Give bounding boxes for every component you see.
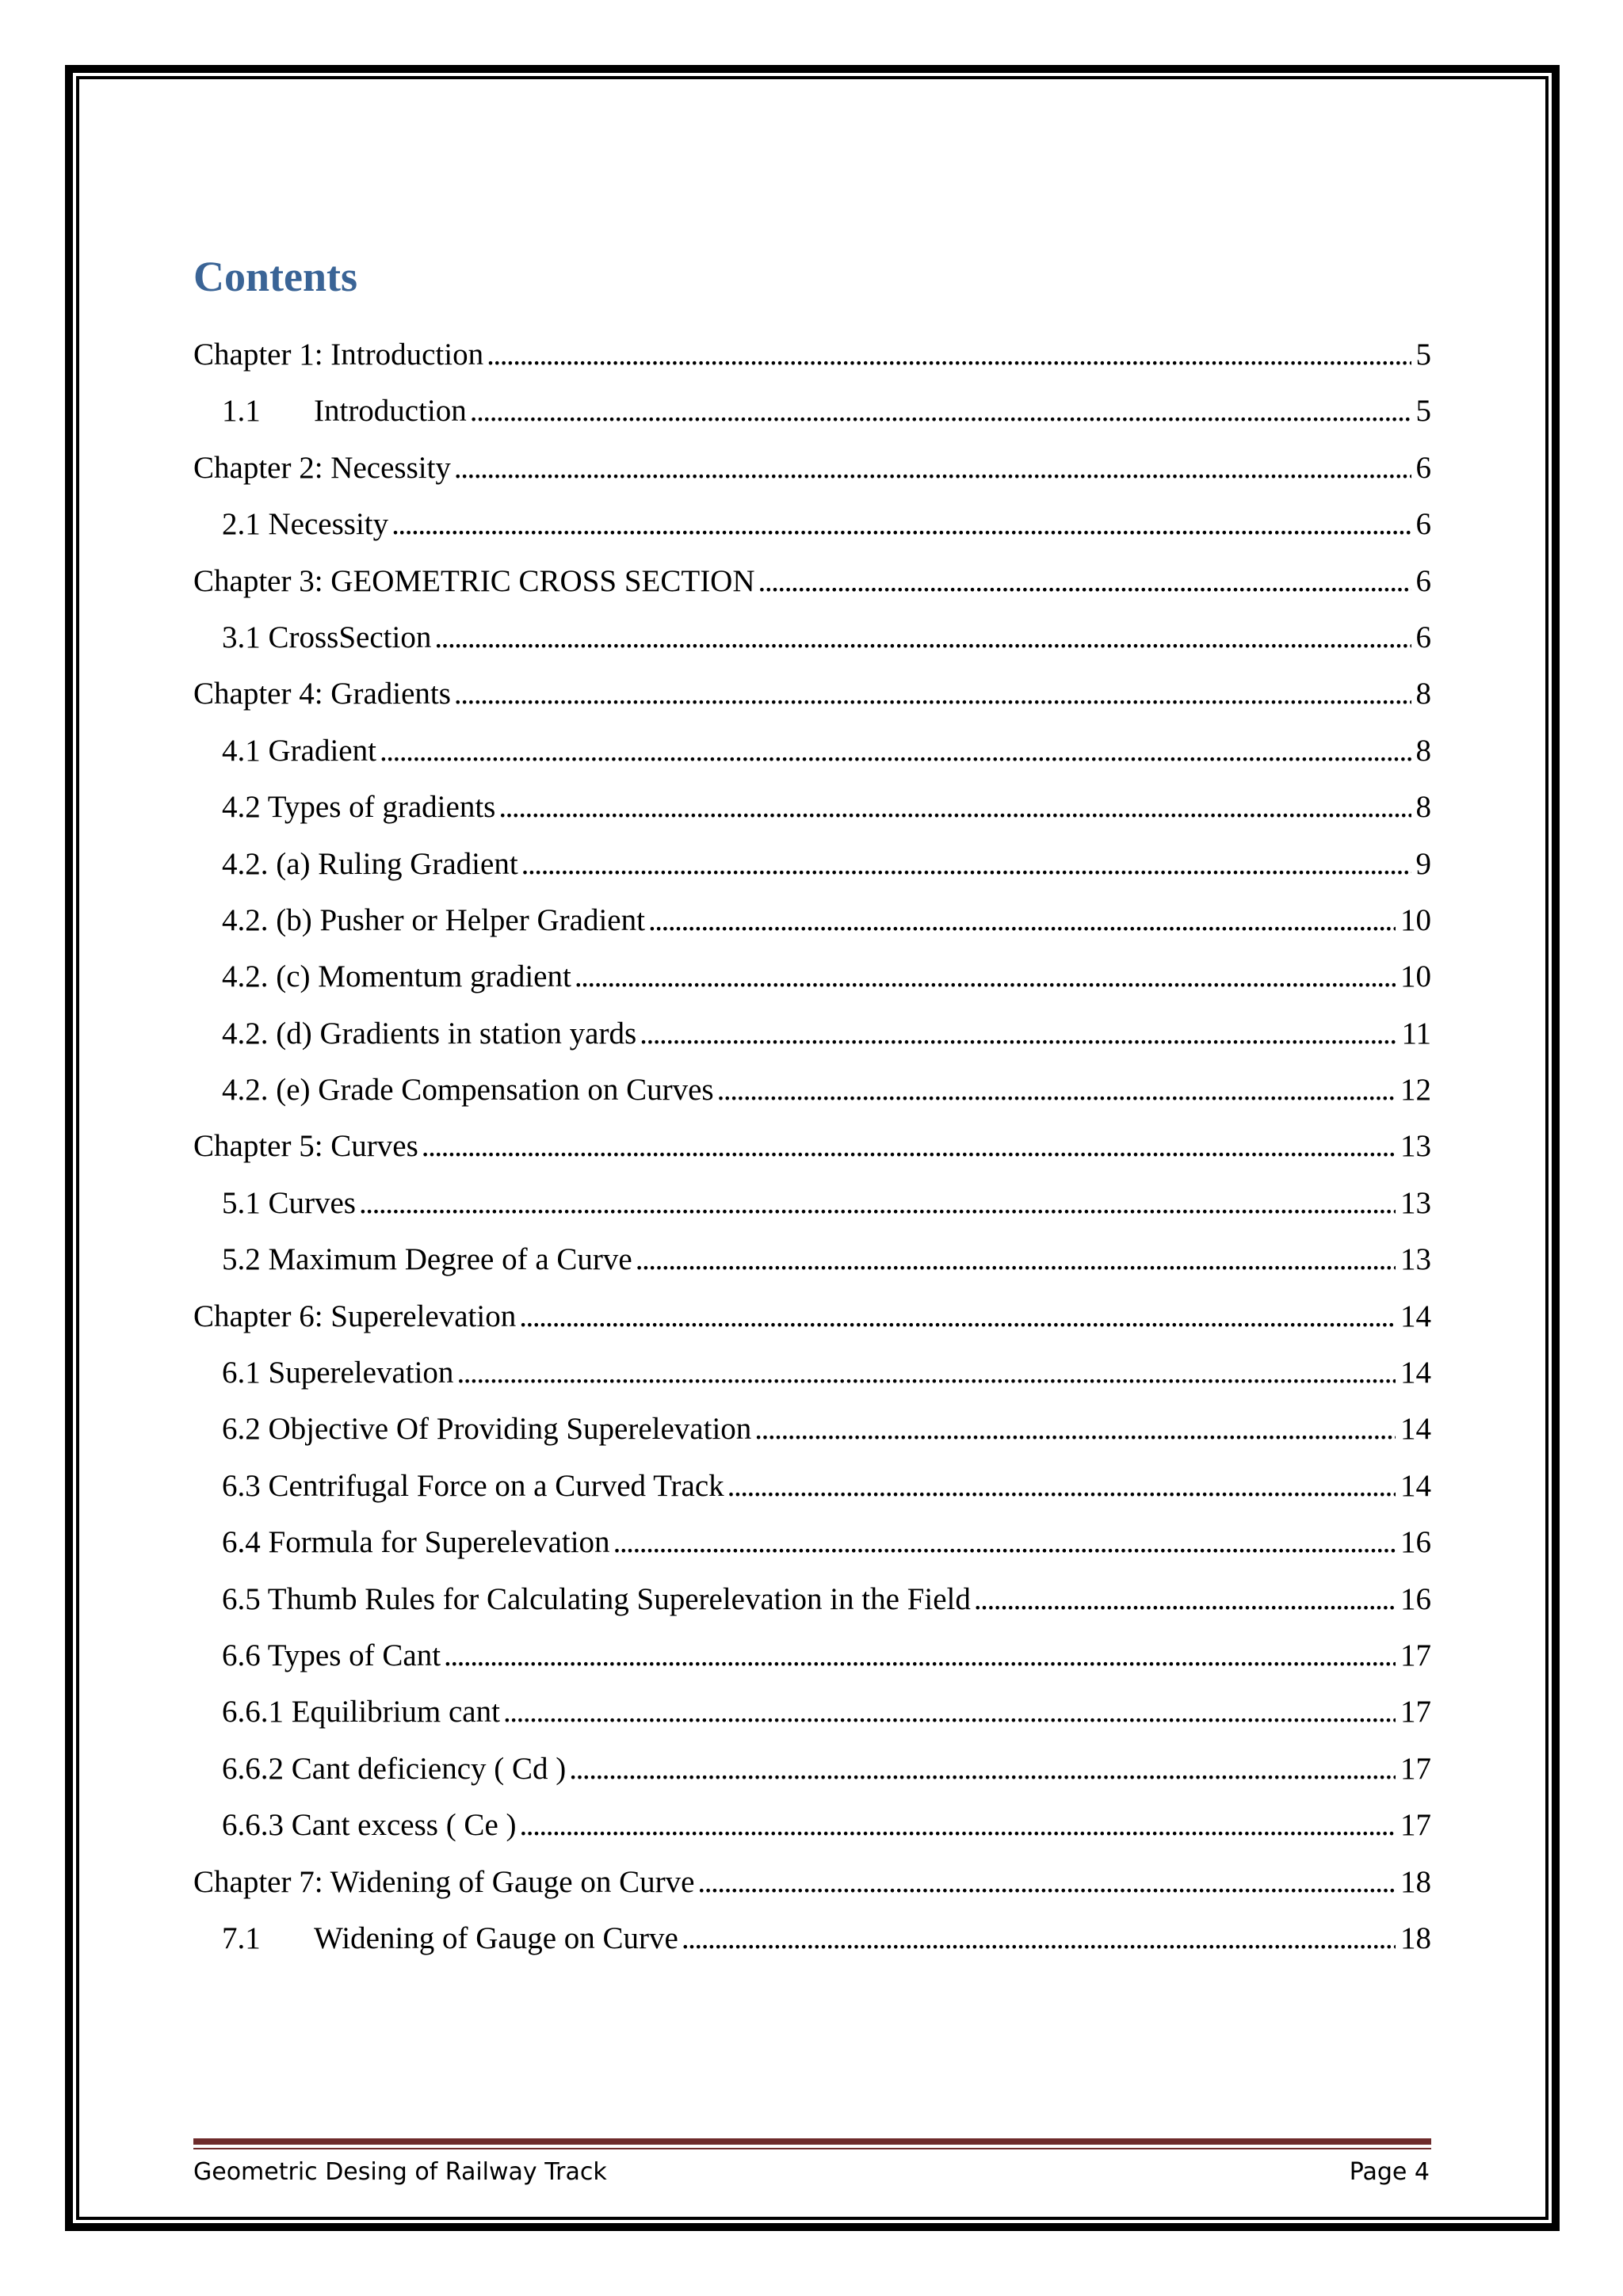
toc-entry[interactable] — [193, 1751, 1431, 1807]
toc-dot-leader — [727, 1468, 1396, 1505]
toc-dot-leader — [454, 676, 1411, 712]
toc-dot-leader — [974, 1581, 1396, 1618]
toc-entry-title: 5.2 Maximum Degree of a Curve — [222, 1241, 636, 1278]
table-of-contents — [193, 337, 1431, 1977]
toc-entry-page: 11 — [1396, 1016, 1431, 1052]
toc-entry[interactable] — [193, 1694, 1431, 1750]
toc-entry[interactable] — [193, 1864, 1431, 1920]
toc-entry-title: Chapter 4: Gradients — [193, 676, 454, 712]
toc-entry-title: Chapter 5: Curves — [193, 1128, 422, 1165]
toc-dot-leader — [575, 959, 1396, 995]
toc-entry[interactable] — [193, 563, 1431, 620]
toc-entry[interactable] — [193, 733, 1431, 789]
toc-entry[interactable] — [193, 1807, 1431, 1863]
toc-entry-page: 6 — [1411, 506, 1432, 543]
toc-entry-title: 6.5 Thumb Rules for Calculating Superelevation in the Field — [222, 1581, 974, 1618]
toc-entry[interactable] — [193, 1128, 1431, 1184]
toc-entry-title: 2.1 Necessity — [222, 506, 391, 543]
toc-entry-page: 10 — [1396, 902, 1431, 939]
toc-entry[interactable] — [193, 1016, 1431, 1072]
toc-entry[interactable] — [193, 1411, 1431, 1467]
footer-rule-thick — [193, 2138, 1431, 2145]
toc-dot-leader — [758, 563, 1411, 600]
toc-dot-leader — [359, 1185, 1396, 1222]
toc-dot-leader — [434, 620, 1411, 656]
toc-dot-leader — [520, 1807, 1396, 1844]
toc-entry[interactable] — [193, 1524, 1431, 1581]
toc-dot-leader — [521, 846, 1411, 883]
toc-entry[interactable] — [193, 846, 1431, 902]
toc-entry[interactable] — [193, 450, 1431, 506]
toc-entry[interactable] — [193, 1468, 1431, 1524]
toc-entry[interactable] — [193, 620, 1431, 676]
toc-entry-page: 6 — [1411, 450, 1432, 486]
toc-entry-title: Chapter 7: Widening of Gauge on Curve — [193, 1864, 697, 1901]
toc-entry-page: 8 — [1411, 733, 1432, 769]
toc-entry-title: 4.2. (d) Gradients in station yards — [222, 1016, 640, 1052]
toc-entry-page: 13 — [1396, 1128, 1431, 1165]
toc-dot-leader — [380, 733, 1411, 769]
toc-entry-page: 16 — [1396, 1524, 1431, 1561]
toc-entry-title: 4.1 Gradient — [222, 733, 380, 769]
toc-entry[interactable] — [193, 337, 1431, 393]
toc-entry[interactable] — [193, 902, 1431, 959]
toc-dot-leader — [613, 1524, 1396, 1561]
toc-dot-leader — [454, 450, 1411, 486]
toc-entry-page: 14 — [1396, 1468, 1431, 1505]
toc-dot-leader — [444, 1638, 1396, 1674]
toc-entry-page: 6 — [1411, 620, 1432, 656]
toc-entry-page: 14 — [1396, 1355, 1431, 1391]
toc-dot-leader — [640, 1016, 1396, 1052]
toc-dot-leader — [648, 902, 1396, 939]
toc-entry-number: 1.1 — [222, 394, 261, 429]
toc-entry-page: 8 — [1411, 676, 1432, 712]
toc-entry-page: 18 — [1396, 1920, 1431, 1957]
toc-entry-page: 8 — [1411, 789, 1432, 826]
toc-dot-leader — [498, 789, 1411, 826]
toc-dot-leader — [503, 1694, 1396, 1730]
toc-entry-title: 5.1 Curves — [222, 1185, 359, 1222]
toc-entry[interactable] — [193, 506, 1431, 563]
toc-entry-number: 7.1 — [222, 1920, 261, 1955]
toc-dot-leader — [456, 1355, 1396, 1391]
toc-entry-page: 17 — [1396, 1694, 1431, 1730]
toc-entry[interactable] — [193, 1241, 1431, 1298]
toc-dot-leader — [697, 1864, 1396, 1901]
toc-entry-title: 6.4 Formula for Superelevation — [222, 1524, 613, 1561]
toc-entry-title: Introduction — [314, 393, 470, 429]
toc-entry-page: 5 — [1411, 393, 1432, 429]
footer-page-number: Page 4 — [1349, 2158, 1430, 2186]
toc-entry[interactable] — [193, 1355, 1431, 1411]
toc-entry-title: Chapter 3: GEOMETRIC CROSS SECTION — [193, 563, 758, 600]
toc-entry[interactable] — [193, 1920, 1431, 1977]
toc-entry-title: 6.2 Objective Of Providing Superelevation — [222, 1411, 754, 1447]
toc-entry-title: 4.2. (a) Ruling Gradient — [222, 846, 521, 883]
toc-dot-leader — [470, 393, 1411, 429]
toc-entry-title: 4.2. (c) Momentum gradient — [222, 959, 575, 995]
toc-entry-title: Chapter 6: Superelevation — [193, 1299, 519, 1335]
toc-entry-title: Chapter 2: Necessity — [193, 450, 454, 486]
toc-entry-page: 18 — [1396, 1864, 1431, 1901]
toc-dot-leader — [682, 1920, 1396, 1957]
toc-entry[interactable] — [193, 1581, 1431, 1638]
toc-entry-page: 17 — [1396, 1638, 1431, 1674]
toc-entry-title: 4.2 Types of gradients — [222, 789, 498, 826]
toc-dot-leader — [487, 337, 1411, 373]
toc-entry[interactable] — [193, 1185, 1431, 1241]
toc-dot-leader — [422, 1128, 1396, 1165]
toc-dot-leader — [636, 1241, 1396, 1278]
toc-dot-leader — [569, 1751, 1396, 1787]
toc-entry-title: 6.6 Types of Cant — [222, 1638, 444, 1674]
toc-entry[interactable] — [193, 676, 1431, 732]
toc-entry[interactable] — [193, 959, 1431, 1015]
toc-entry-title: 6.6.1 Equilibrium cant — [222, 1694, 503, 1730]
footer-rule-thin — [193, 2148, 1431, 2149]
toc-entry-title: 6.6.2 Cant deficiency ( Cd ) — [222, 1751, 569, 1787]
footer-document-title: Geometric Desing of Railway Track — [193, 2158, 607, 2186]
toc-dot-leader — [519, 1299, 1396, 1335]
toc-entry-page: 17 — [1396, 1751, 1431, 1787]
toc-entry-page: 6 — [1411, 563, 1432, 600]
toc-entry-page: 17 — [1396, 1807, 1431, 1844]
toc-entry-page: 10 — [1396, 959, 1431, 995]
toc-entry-page: 14 — [1396, 1299, 1431, 1335]
toc-entry[interactable] — [193, 1299, 1431, 1355]
toc-entry-title: 3.1 CrossSection — [222, 620, 434, 656]
toc-entry-title: 6.6.3 Cant excess ( Ce ) — [222, 1807, 520, 1844]
toc-entry-page: 13 — [1396, 1185, 1431, 1222]
toc-dot-leader — [754, 1411, 1396, 1447]
toc-entry-page: 5 — [1411, 337, 1432, 373]
contents-heading: Contents — [193, 253, 358, 300]
toc-entry-page: 13 — [1396, 1241, 1431, 1278]
toc-entry-page: 14 — [1396, 1411, 1431, 1447]
toc-entry-title: Widening of Gauge on Curve — [314, 1920, 682, 1957]
toc-entry[interactable] — [193, 1638, 1431, 1694]
toc-entry[interactable] — [193, 1072, 1431, 1128]
toc-entry-title: Chapter 1: Introduction — [193, 337, 487, 373]
toc-entry-title: 4.2. (e) Grade Compensation on Curves — [222, 1072, 717, 1108]
toc-dot-leader — [717, 1072, 1396, 1108]
toc-entry-title: 6.1 Superelevation — [222, 1355, 456, 1391]
toc-entry-page: 9 — [1411, 846, 1432, 883]
toc-entry-title: 4.2. (b) Pusher or Helper Gradient — [222, 902, 648, 939]
toc-entry-title: 6.3 Centrifugal Force on a Curved Track — [222, 1468, 727, 1505]
toc-entry-page: 12 — [1396, 1072, 1431, 1108]
toc-entry-page: 16 — [1396, 1581, 1431, 1618]
toc-entry[interactable] — [193, 789, 1431, 845]
toc-entry[interactable] — [193, 393, 1431, 449]
toc-dot-leader — [391, 506, 1411, 543]
